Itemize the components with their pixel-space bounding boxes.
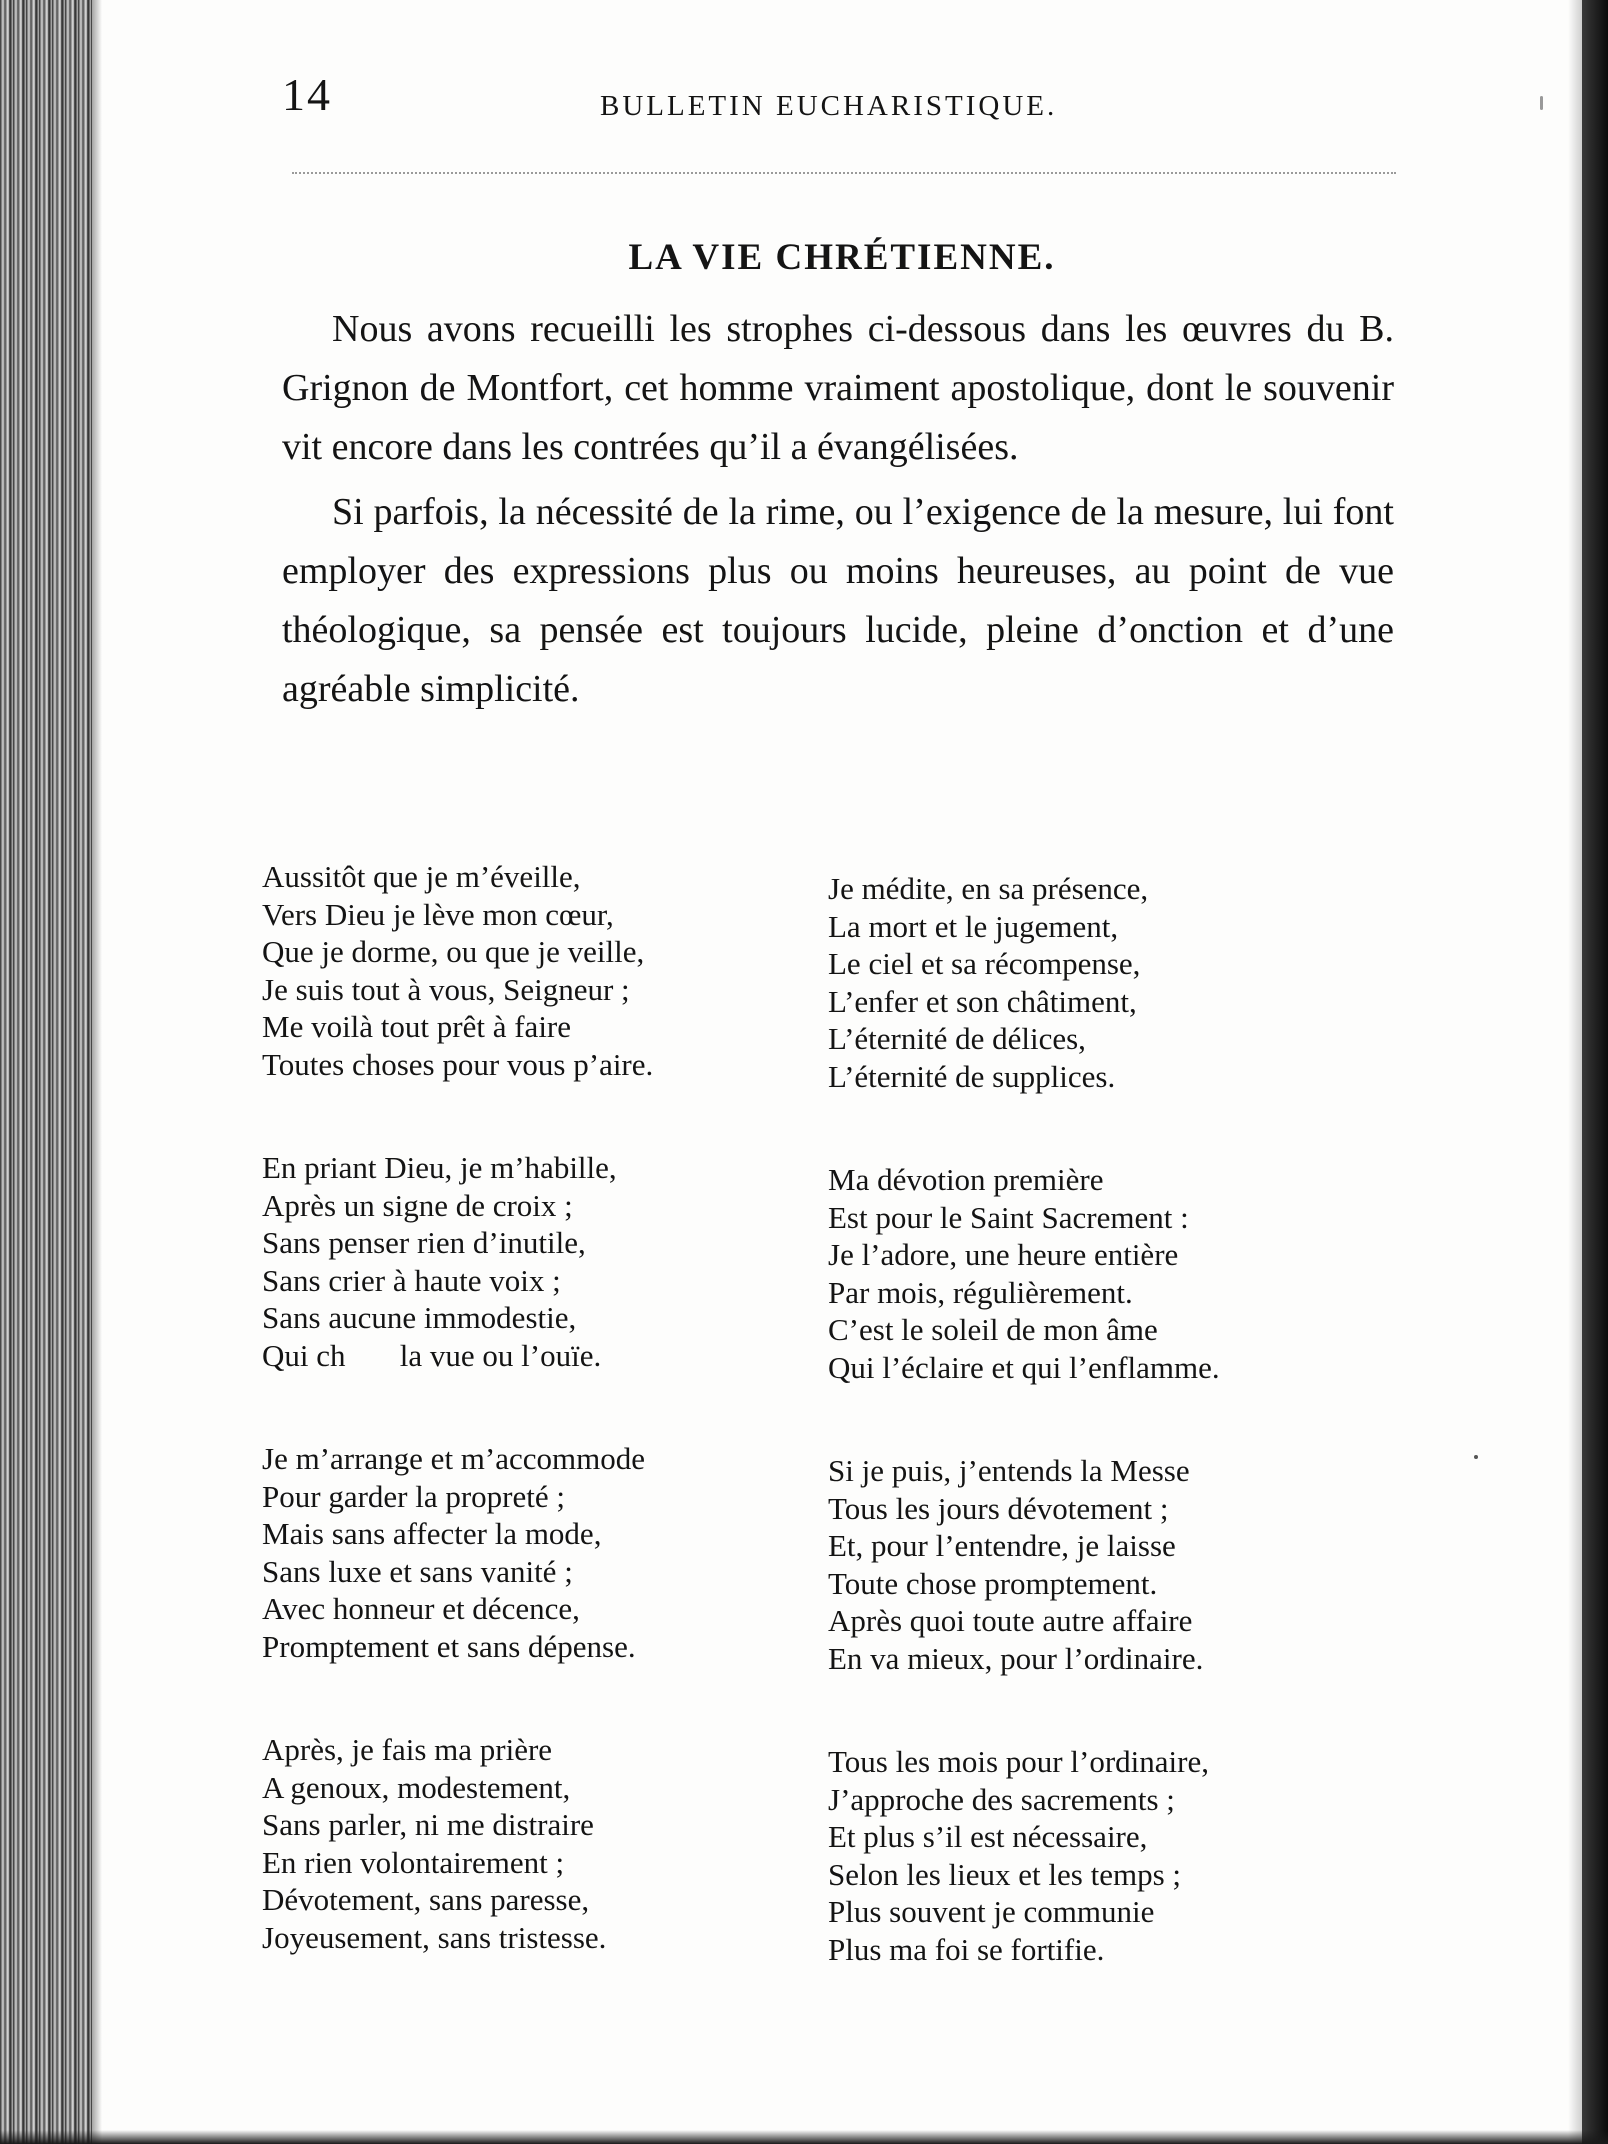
verse-line: Je l’adore, une heure entière xyxy=(828,1237,1179,1272)
verse-line: L’éternité de supplices. xyxy=(828,1058,1116,1094)
verse-line: Dévotement, sans paresse, xyxy=(262,1882,590,1917)
verse-line: L’enfer et son châtiment, xyxy=(828,983,1137,1019)
scan-speck xyxy=(1540,96,1543,110)
verse-line: La mort et le jugement, xyxy=(828,908,1119,944)
verse-line: Tous les mois pour l’ordinaire, xyxy=(828,1744,1209,1779)
verse-line: Me voilà tout prêt à faire xyxy=(262,1009,572,1044)
stanza xyxy=(828,870,1348,1095)
verse-line: Toutes choses pour vous p’aire. xyxy=(262,1046,654,1082)
verse-line: Et, pour l’entendre, je laisse xyxy=(828,1528,1176,1563)
verse-line: A genoux, modestement, xyxy=(262,1769,571,1805)
verse-line: Ma dévotion première xyxy=(828,1162,1104,1197)
verse-line: Après quoi toute autre affaire xyxy=(828,1603,1193,1638)
running-title: BULLETIN EUCHARISTIQUE. xyxy=(600,90,1058,122)
verse-line: Plus ma foi se fortifie. xyxy=(828,1931,1105,1967)
verse-line: Sans penser rien d’inutile, xyxy=(262,1225,586,1260)
page-shadow-right xyxy=(1568,0,1582,2144)
article-title: LA VIE CHRÉTIENNE. xyxy=(628,237,1056,278)
verse-line: Mais sans affecter la mode, xyxy=(262,1516,602,1551)
verse-line: Sans crier à haute voix ; xyxy=(262,1262,561,1298)
verse-line: Tous les jours dévotement ; xyxy=(828,1490,1169,1526)
verse-line: Sans luxe et sans vanité ; xyxy=(262,1553,573,1589)
verse-line: J’approche des sacrements ; xyxy=(828,1781,1175,1817)
stanza xyxy=(828,1161,1348,1386)
poem-column-left xyxy=(262,858,782,2022)
verse-line: Je médite, en sa présence, xyxy=(828,871,1149,906)
poem-column-right xyxy=(828,870,1348,2034)
scan-border-bottom xyxy=(0,2130,1608,2144)
verse-line: Aussitôt que je m’éveille, xyxy=(262,859,581,894)
scan-border-right xyxy=(1582,0,1608,2144)
stanza xyxy=(262,1440,782,1665)
verse-line: Pour garder la propreté ; xyxy=(262,1478,565,1514)
header-rule xyxy=(292,172,1396,174)
verse-line: C’est le soleil de mon âme xyxy=(828,1312,1158,1347)
verse-line: Avec honneur et décence, xyxy=(262,1591,580,1626)
verse-line: Qui ch la vue ou l’ouïe. xyxy=(262,1337,602,1373)
verse-line: Je suis tout à vous, Seigneur ; xyxy=(262,971,630,1007)
stanza xyxy=(828,1452,1348,1677)
verse-line: Toute chose promptement. xyxy=(828,1565,1158,1601)
verse-line: Sans parler, ni me distraire xyxy=(262,1807,594,1842)
page-edges-left xyxy=(0,0,92,2144)
running-head xyxy=(282,68,1402,138)
verse-line: L’éternité de délices, xyxy=(828,1021,1086,1056)
stanza xyxy=(828,1743,1348,1968)
verse-line: Que je dorme, ou que je veille, xyxy=(262,934,645,969)
verse-line: Promptement et sans dépense. xyxy=(262,1628,636,1664)
verse-line: En va mieux, pour l’ordinaire. xyxy=(828,1640,1204,1676)
intro-paragraph: Nous avons recueilli les strophes ci-dessous dans les œuvres du B. Grignon de Montfort, cet homme vraiment apostolique, dont le souvenir vit encore dans les contrées qu’il a évangélisées. xyxy=(282,308,1394,468)
verse-line: Plus souvent je communie xyxy=(828,1894,1155,1929)
verse-line: Si je puis, j’entends la Messe xyxy=(828,1453,1190,1488)
page-number: 14 xyxy=(282,69,332,120)
verse-line: Le ciel et sa récompense, xyxy=(828,946,1141,981)
verse-line: Et plus s’il est nécessaire, xyxy=(828,1819,1148,1854)
scan-speck xyxy=(1474,1455,1478,1459)
verse-line: En priant Dieu, je m’habille, xyxy=(262,1150,617,1185)
poem xyxy=(262,858,1342,1978)
stanza xyxy=(262,1731,782,1956)
verse-line: Selon les lieux et les temps ; xyxy=(828,1856,1182,1892)
introduction xyxy=(282,300,1394,725)
verse-line: Vers Dieu je lève mon cœur, xyxy=(262,896,614,932)
verse-line: Après, je fais ma prière xyxy=(262,1732,553,1767)
verse-line: Je m’arrange et m’accommode xyxy=(262,1441,646,1476)
verse-line: Par mois, régulièrement. xyxy=(828,1274,1133,1310)
verse-line: Est pour le Saint Sacrement : xyxy=(828,1199,1189,1235)
verse-line: Joyeusement, sans tristesse. xyxy=(262,1919,607,1955)
verse-line: En rien volontairement ; xyxy=(262,1844,565,1880)
stanza xyxy=(262,1149,782,1374)
stanza xyxy=(262,858,782,1083)
intro-paragraph: Si parfois, la nécessité de la rime, ou l’exigence de la mesure, lui font employer des expressions plus ou moins heureuses, au point de vue théologique, sa pensée est toujours lucide, pleine d’onction et d’une agréable simplicité. xyxy=(282,491,1394,710)
verse-line: Qui l’éclaire et qui l’enflamme. xyxy=(828,1349,1220,1385)
verse-line: Après un signe de croix ; xyxy=(262,1187,573,1223)
verse-line: Sans aucune immodestie, xyxy=(262,1300,577,1335)
